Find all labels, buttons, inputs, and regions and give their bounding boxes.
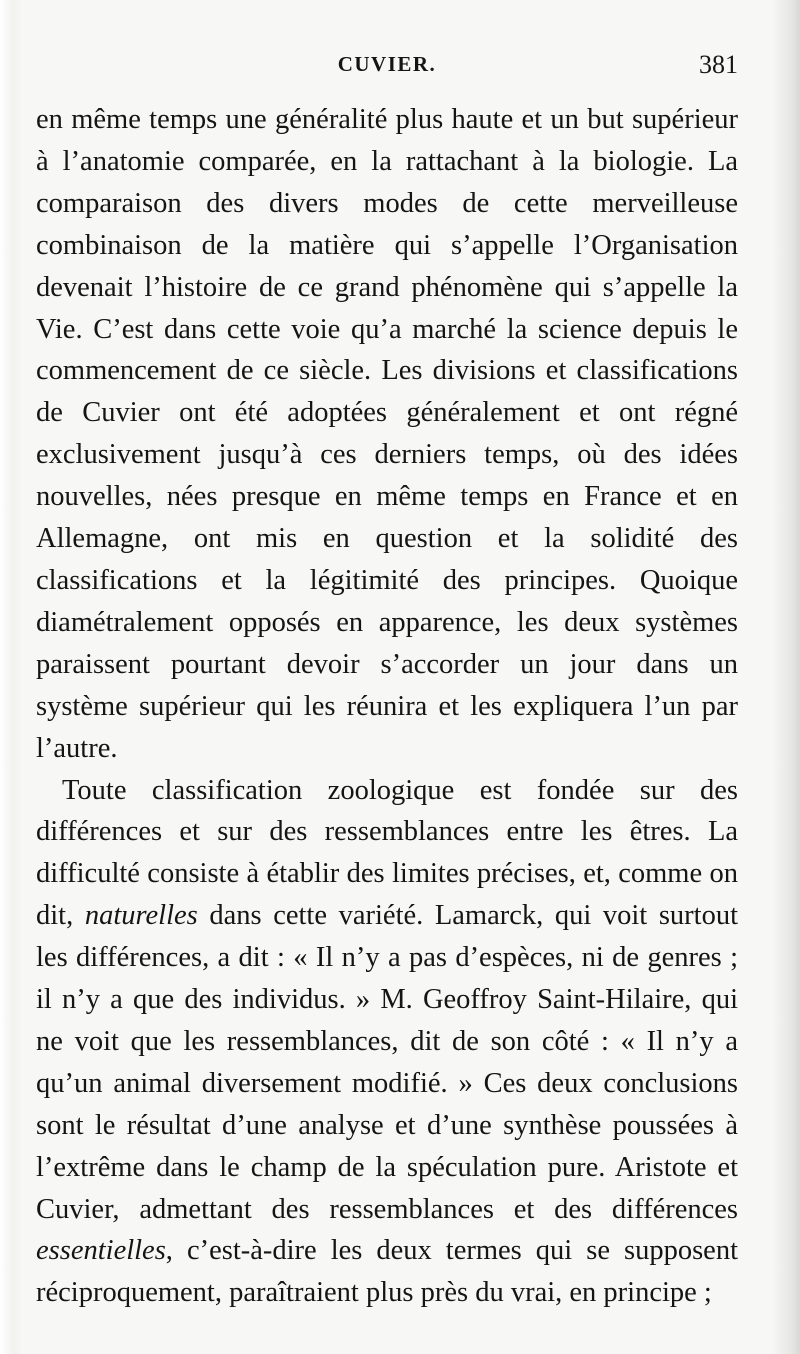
- page-left-edge: [0, 0, 22, 1354]
- paragraph-1-text: en même temps une généralité plus haute et un but supérieur à l’anatomie comparée, en la rattachant à la biologie. La comparaison des divers modes de cette merveilleuse combinaison de la matière qui s’appelle l’Organisation devenait l’histoire de ce grand phénomène qui s’appelle la Vie. C’est dans cette voie qu’a marché la science depuis le commencement de ce siècle. Les divisions et classifications de Cuvier ont été adoptées généralement et ont régné exclusivement jusqu’à ces derniers temps, où des idées nouvelles, nées presque en même temps en France et en Allemagne, ont mis en question et la solidité des classifications et la légitimité des principes. Quoique diamétralement opposés en apparence, les deux systèmes paraissent pourtant devoir s’accorder un jour dans un système supérieur qui les réunira et les expliquera l’un par l’autre.: [36, 104, 738, 764]
- paragraph-1: [36, 99, 738, 770]
- paragraph-2-text-b: dans cette variété. Lamarck, qui voit surtout les différences, a dit : « Il n’y a pas d’espèces, ni de genres ; il n’y a que des individus. » M. Geoffroy Saint-Hilaire, qui ne voit que les ressemblances, dit de son côté : « Il n’y a qu’un animal diversement modifié. » Ces deux conclusions sont le résultat d’une analyse et d’une synthèse poussées à l’extrême dans le champ de la spéculation pure. Aristote et Cuvier, admettant des ressemblances et des différences: [36, 900, 738, 1225]
- page-right-edge: [772, 0, 800, 1354]
- body-text: [36, 99, 738, 1314]
- running-title: CUVIER.: [337, 52, 437, 76]
- running-head: [36, 50, 738, 84]
- paragraph-2-text-c: , c’est-à-dire les deux termes qui se supposent réciproquement, paraîtraient plus près du vrai, en principe ;: [36, 1235, 738, 1309]
- paragraph-2-text-a: Toute classification zoologique est fondée sur des différences et sur des ressemblances entre les êtres. La difficulté consiste à établir des limites précises, et, comme on dit,: [36, 774, 738, 932]
- italic-term-essentielles: essentielles: [36, 1235, 166, 1267]
- paragraph-2: [36, 770, 738, 1315]
- italic-term-naturelles: naturelles: [84, 900, 198, 932]
- page-number: 381: [699, 50, 738, 79]
